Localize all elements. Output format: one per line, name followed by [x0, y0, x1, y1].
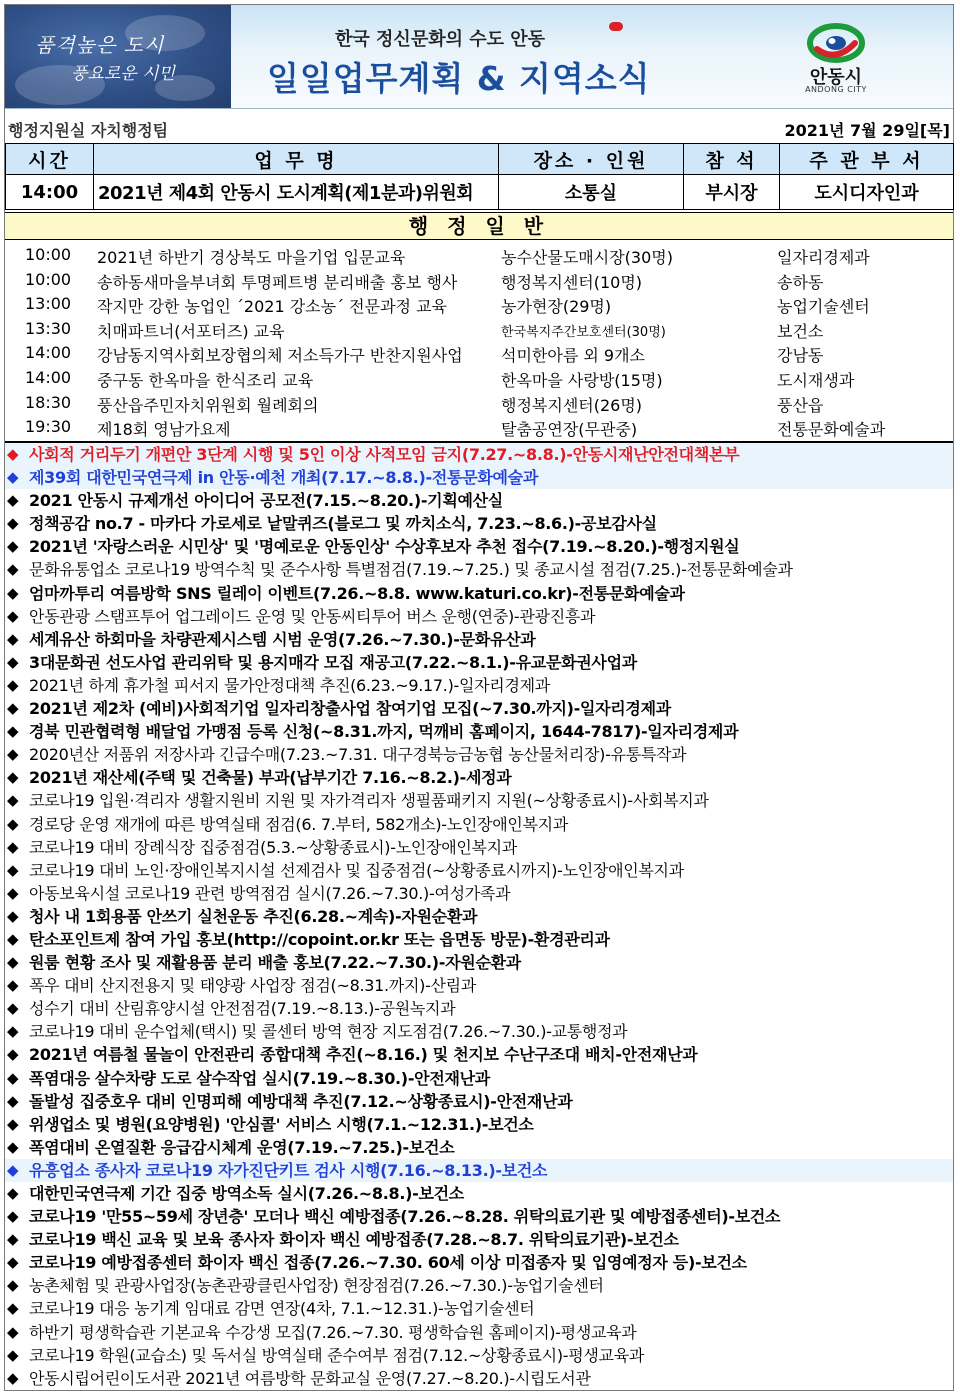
notice-text: 코로나19 대비 운수업체(택시) 및 콜센터 방역 현장 지도점검(7.26.~7.30.)-교통행정과	[29, 1022, 628, 1042]
notice-text: 코로나19 학원(교습소) 및 독서실 방역실태 준수여부 점검(7.12.~상황종료시)-평생교육과	[29, 1345, 645, 1365]
list-item	[5, 1182, 953, 1205]
notice-text: 대한민국연극제 기간 집중 방역소독 실시(7.26.~8.8.)-보건소	[29, 1184, 464, 1203]
diamond-bullet-icon: ◆	[7, 560, 19, 579]
list-item	[5, 951, 953, 974]
notice-text: 2021년 하계 휴가철 피서지 물가안정대책 추진(6.23.~9.17.)-일자리경제과	[29, 675, 550, 695]
row-attendee: 부시장	[684, 175, 780, 210]
notice-text: 2020년산 저품위 저장사과 긴급수매(7.23.~7.31. 대구경북능금농협 농산물처리장)-유통특작과	[29, 745, 687, 765]
notice-text: 청사 내 1회용품 안쓰기 실천운동 추진(6.28.~계속)-자원순환과	[29, 906, 478, 926]
notice-text: 코로나19 '만55~59세 장년층' 모더나 백신 예방접종(7.26.~8.28. 위탁의료기관 및 예방접종센터)-보건소	[29, 1207, 781, 1227]
table-header-row	[6, 144, 954, 175]
list-item	[5, 905, 953, 928]
diamond-bullet-icon: ◆	[7, 1253, 19, 1272]
list-item	[5, 341, 953, 366]
slogan-line-2: 풍요로운 시민	[71, 64, 175, 84]
diamond-bullet-icon: ◆	[7, 629, 19, 648]
list-item	[5, 928, 953, 951]
diamond-bullet-icon: ◆	[7, 1322, 19, 1341]
notice-text: 하반기 평생학습관 기본교육 수강생 모집(7.26.~7.30. 평생학습원 홈페이지)-평생교육과	[29, 1322, 637, 1342]
notice-list	[5, 443, 953, 1390]
notice-text: 위생업소 및 병원(요양병원) '안심콜' 서비스 시행(7.1.~12.31.)-보건소	[29, 1114, 534, 1134]
notice-text: 문화유통업소 코로나19 방역수칙 및 준수사항 특별점검(7.19.~7.25.) 및 종교시설 점검(7.25.)-전통문화예술과	[29, 560, 793, 580]
section-title-admin: 행 정 일 반	[5, 212, 953, 240]
diamond-bullet-icon: ◆	[7, 1230, 19, 1249]
notice-text: 코로나19 대응 농기계 임대료 감면 연장(4차, 7.1.~12.31.)-농업기술센터	[29, 1299, 535, 1319]
notice-text: 유흥업소 종사자 코로나19 자가진단키트 검사 시행(7.16.~8.13.)-보건소	[29, 1160, 548, 1180]
diamond-bullet-icon: ◆	[7, 976, 19, 995]
schedule-time: 13:30	[25, 318, 72, 338]
list-item	[5, 651, 953, 674]
schedule-place: 농수산물도매시장(30명)	[501, 248, 673, 267]
diamond-bullet-icon: ◆	[7, 1114, 19, 1133]
list-item	[5, 535, 953, 558]
diamond-bullet-icon: ◆	[7, 929, 19, 948]
list-item	[5, 836, 953, 859]
notice-text: 2021 안동시 규제개선 아이디어 공모전(7.15.~8.20.)-기획예산실	[29, 491, 503, 511]
notice-text: 3대문화권 선도사업 관리위탁 및 용지매각 모집 재공고(7.22.~8.1.)-유교문화권사업과	[29, 652, 637, 672]
schedule-time: 10:00	[25, 269, 72, 289]
schedule-time: 13:00	[25, 294, 72, 314]
list-item	[5, 1043, 953, 1066]
diamond-bullet-icon: ◆	[7, 1368, 19, 1387]
diamond-bullet-icon: ◆	[7, 722, 19, 741]
header-subtitle: 한국 정신문화의 수도 안동	[335, 29, 546, 50]
andong-city-logo-icon	[805, 23, 867, 63]
diamond-bullet-icon: ◆	[7, 1345, 19, 1364]
schedule-place: 농가현장(29명)	[501, 297, 612, 317]
diamond-bullet-icon: ◆	[7, 1068, 19, 1087]
schedule-dept: 전통문화예술과	[777, 420, 886, 440]
list-item	[5, 1136, 953, 1159]
schedule-place: 행정복지센터(26명)	[501, 395, 643, 415]
row-place: 소통실	[499, 175, 684, 210]
notice-text: 폭우 대비 산지전용지 및 태양광 사업장 점검(~8.31.까지)-산림과	[29, 976, 476, 996]
diamond-bullet-icon: ◆	[7, 1045, 19, 1064]
diamond-bullet-icon: ◆	[7, 1137, 19, 1156]
schedule-time: 19:30	[25, 417, 72, 437]
list-item	[5, 1251, 953, 1274]
table-row	[6, 175, 954, 210]
diamond-bullet-icon: ◆	[7, 583, 19, 602]
row-title: 2021년 제4회 안동시 도시계획(제1분과)위원회	[94, 175, 499, 210]
notice-text: 경로당 운영 재개에 따른 방역실태 점검(6. 7.부터, 582개소)-노인장애인복지과	[29, 814, 568, 834]
column-header-place: 장소 · 인원	[499, 144, 684, 175]
diamond-bullet-icon: ◆	[7, 814, 19, 833]
list-item	[5, 1113, 953, 1136]
schedule-time: 14:00	[25, 367, 72, 387]
list-item	[5, 489, 953, 512]
schedule-dept: 일자리경제과	[777, 248, 870, 267]
notice-text: 폭염대비 온열질환 응급감시체계 운영(7.19.~7.25.)-보건소	[29, 1137, 455, 1157]
list-item	[5, 582, 953, 605]
list-item	[5, 391, 953, 416]
list-item	[5, 366, 953, 391]
notice-text: 2021년 여름철 물놀이 안전관리 종합대책 추진(~8.16.) 및 천지보 수난구조대 배치-안전재난과	[29, 1045, 698, 1065]
schedule-title: 치매파트너(서포터즈) 교육	[97, 321, 285, 341]
notice-text: 아동보육시설 코로나19 관련 방역점검 실시(7.26.~7.30.)-여성가족과	[29, 883, 511, 903]
list-item	[5, 859, 953, 882]
list-item	[5, 789, 953, 812]
list-item	[5, 268, 953, 293]
list-item	[5, 766, 953, 789]
notice-text: 2021년 재산세(주택 및 건축물) 부과(납부기간 7.16.~8.2.)-세정과	[29, 768, 512, 788]
list-item	[5, 1067, 953, 1090]
diamond-bullet-icon: ◆	[7, 652, 19, 671]
list-item	[5, 743, 953, 766]
list-item	[5, 628, 953, 651]
list-item	[5, 1205, 953, 1228]
notice-text: 탄소포인트제 참여 가입 홍보(http://copoint.or.kr 또는 읍면동 방문)-환경관리과	[29, 929, 610, 949]
notice-text: 농촌체험 및 관광사업장(농촌관광클린사업장) 현장점검(7.26.~7.30.)-농업기술센터	[29, 1276, 604, 1296]
list-item	[5, 1090, 953, 1113]
diamond-bullet-icon: ◆	[7, 1276, 19, 1295]
notice-text: 폭염대응 살수차량 도로 살수작업 실시(7.19.~8.30.)-안전재난과	[29, 1068, 490, 1088]
list-item	[5, 1344, 953, 1367]
list-item	[5, 443, 953, 466]
diamond-bullet-icon: ◆	[7, 514, 19, 533]
logo-english-name: ANDONG CITY	[805, 85, 867, 94]
diamond-bullet-icon: ◆	[7, 606, 19, 625]
list-item	[5, 1367, 953, 1390]
diamond-bullet-icon: ◆	[7, 1091, 19, 1110]
diamond-bullet-icon: ◆	[7, 675, 19, 694]
list-item	[5, 1274, 953, 1297]
slogan-line-1: 품격높은 도시	[35, 33, 165, 57]
schedule-place: 탈춤공연장(무관중)	[501, 420, 638, 440]
page-header	[5, 5, 953, 109]
list-item	[5, 558, 953, 581]
list-item	[5, 813, 953, 836]
diamond-bullet-icon: ◆	[7, 906, 19, 925]
notice-text: 코로나19 예방접종센터 화이자 백신 접종(7.26.~7.30. 60세 이상 미접종자 및 입영예정자 등)-보건소	[29, 1253, 747, 1273]
diamond-bullet-icon: ◆	[7, 999, 19, 1018]
list-item	[5, 882, 953, 905]
schedule-title: 제18회 영남가요제	[97, 420, 231, 440]
notice-text: 정책공감 no.7 - 마카다 가로세로 낱말퀴즈(블로그 및 까치소식, 7.23.~8.6.)-공보감사실	[29, 514, 657, 534]
schedule-time: 10:00	[25, 245, 72, 264]
notice-text: 2021년 '자랑스러운 시민상' 및 '명예로운 안동인상' 수상후보자 추천 접수(7.19.~8.20.)-행정지원실	[29, 537, 740, 557]
list-item	[5, 415, 953, 440]
diamond-bullet-icon: ◆	[7, 699, 19, 718]
list-item	[5, 997, 953, 1020]
list-item	[5, 1020, 953, 1043]
logo-name: 안동시	[809, 67, 863, 88]
notice-text: 안동관광 스탬프투어 업그레이드 운영 및 안동씨티투어 버스 운행(연중)-관광진흥과	[29, 606, 596, 626]
notice-text: 코로나19 백신 교육 및 보육 종사자 화이자 백신 예방접종(7.28.~8.7. 위탁의료기관)-보건소	[29, 1230, 679, 1250]
list-item	[5, 1321, 953, 1344]
schedule-title: 작지만 강한 농업인 ´2021 강소농´ 전문과정 교육	[97, 297, 447, 317]
list-item	[5, 512, 953, 535]
notice-text: 세계유산 하회마을 차량관제시스템 시범 운영(7.26.~7.30.)-문화유산과	[29, 629, 536, 649]
schedule-title: 풍산읍주민자치위원회 월례회의	[97, 395, 319, 415]
diamond-bullet-icon: ◆	[7, 860, 19, 879]
list-item	[5, 292, 953, 317]
diamond-bullet-icon: ◆	[7, 1184, 19, 1202]
row-time: 14:00	[6, 175, 94, 210]
diamond-bullet-icon: ◆	[7, 491, 19, 510]
notice-text: 코로나19 입원·격리자 생활지원비 지원 및 자가격리자 생필품패키지 지원(~상황종료시)-사회복지과	[29, 791, 709, 811]
schedule-title: 2021년 하반기 경상북도 마을기업 입문교육	[97, 248, 406, 267]
list-item	[5, 974, 953, 997]
schedule-dept: 강남동	[777, 346, 824, 366]
slogan-banner	[5, 5, 231, 108]
diamond-bullet-icon: ◆	[7, 445, 19, 463]
diamond-bullet-icon: ◆	[7, 745, 19, 764]
schedule-place: 한국복지주간보호센터(30명)	[501, 324, 666, 340]
diamond-bullet-icon: ◆	[7, 468, 19, 487]
diamond-bullet-icon: ◆	[7, 791, 19, 810]
list-item	[5, 317, 953, 342]
column-header-time: 시간	[6, 144, 94, 175]
list-item	[5, 1228, 953, 1251]
list-item	[5, 720, 953, 743]
list-item	[5, 697, 953, 720]
notice-text: 엄마까투리 여름방학 SNS 릴레이 이벤트(7.26.~8.8. www.katuri.co.kr)-전통문화예술과	[29, 583, 685, 603]
notice-text: 코로나19 대비 노인·장애인복지시설 선제검사 및 집중점검(~상황종료시까지)-노인장애인복지과	[29, 860, 684, 880]
diamond-bullet-icon: ◆	[7, 883, 19, 902]
notice-text: 2021년 제2차 (예비)사회적기업 일자리창출사업 참여기업 모집(~7.30.까지)-일자리경제과	[29, 699, 671, 719]
diamond-bullet-icon: ◆	[7, 1299, 19, 1318]
notice-text: 제39회 대한민국연극제 in 안동·예천 개최(7.17.~8.8.)-전통문화예술과	[29, 468, 538, 488]
diamond-bullet-icon: ◆	[7, 953, 19, 972]
schedule-time: 18:30	[25, 392, 72, 412]
notice-text: 사회적 거리두기 개편안 3단계 시행 및 5인 이상 사적모임 금지(7.27.~8.8.)-안동시재난안전대책본부	[29, 445, 740, 464]
notice-text: 안동시립어린이도서관 2021년 여름방학 문화교실 운영(7.27.~8.20.)-시립도서관	[29, 1368, 591, 1388]
notice-text: 돌발성 집중호우 대비 인명피해 예방대책 추진(7.12.~상황종료시)-안전재난과	[29, 1091, 573, 1111]
main-schedule-table	[5, 143, 954, 210]
list-item	[5, 1159, 953, 1182]
diamond-bullet-icon: ◆	[7, 537, 19, 556]
diamond-bullet-icon: ◆	[7, 1022, 19, 1041]
list-item	[5, 674, 953, 697]
diamond-bullet-icon: ◆	[7, 837, 19, 856]
notice-text: 코로나19 대비 장례식장 집중점검(5.3.~상황종료시)-노인장애인복지과	[29, 837, 517, 857]
list-item	[5, 605, 953, 628]
schedule-title: 중구동 한옥마을 한식조리 교육	[97, 370, 314, 390]
schedule-dept: 송하동	[777, 272, 824, 292]
schedule-place: 행정복지센터(10명)	[501, 272, 643, 292]
row-dept: 도시디자인과	[780, 175, 954, 210]
document-date: 2021년 7월 29일[목]	[784, 121, 950, 140]
list-item	[5, 1297, 953, 1320]
schedule-dept: 농업기술센터	[777, 297, 870, 317]
notice-text: 원룸 현황 조사 및 재활용품 분리 배출 홍보(7.22.~7.30.)-자원순환과	[29, 953, 521, 973]
schedule-place: 한옥마을 사랑방(15명)	[501, 370, 663, 390]
column-header-attendee: 참 석	[684, 144, 780, 175]
schedule-list	[5, 243, 953, 440]
column-header-task: 업 무 명	[94, 144, 499, 175]
schedule-dept: 보건소	[777, 321, 824, 341]
list-item	[5, 243, 953, 268]
schedule-title: 송하동새마을부녀회 투명페트병 분리배출 홍보 행사	[97, 272, 458, 292]
list-item	[5, 466, 953, 489]
schedule-place: 석미한아름 외 9개소	[501, 346, 645, 366]
diamond-bullet-icon: ◆	[7, 1160, 19, 1179]
diamond-bullet-icon: ◆	[7, 1207, 19, 1226]
subtitle-mark-icon	[609, 22, 623, 31]
column-header-dept: 주 관 부 서	[780, 144, 954, 175]
schedule-title: 강남동지역사회보장협의체 저소득가구 반찬지원사업	[97, 346, 463, 366]
diamond-bullet-icon: ◆	[7, 768, 19, 787]
notice-text: 경북 민관협력형 배달업 가맹점 등록 신청(~8.31.까지, 먹깨비 홈페이지, 1644-7817)-일자리경제과	[29, 722, 739, 742]
department-label: 행정지원실 자치행정팀	[8, 121, 169, 140]
schedule-dept: 풍산읍	[777, 395, 824, 415]
header-title: 일일업무계획 & 지역소식	[267, 59, 651, 98]
notice-text: 성수기 대비 산림휴양시설 안전점검(7.19.~8.13.)-공원녹지과	[29, 999, 456, 1019]
schedule-time: 14:00	[25, 343, 72, 363]
schedule-dept: 도시재생과	[777, 370, 855, 390]
